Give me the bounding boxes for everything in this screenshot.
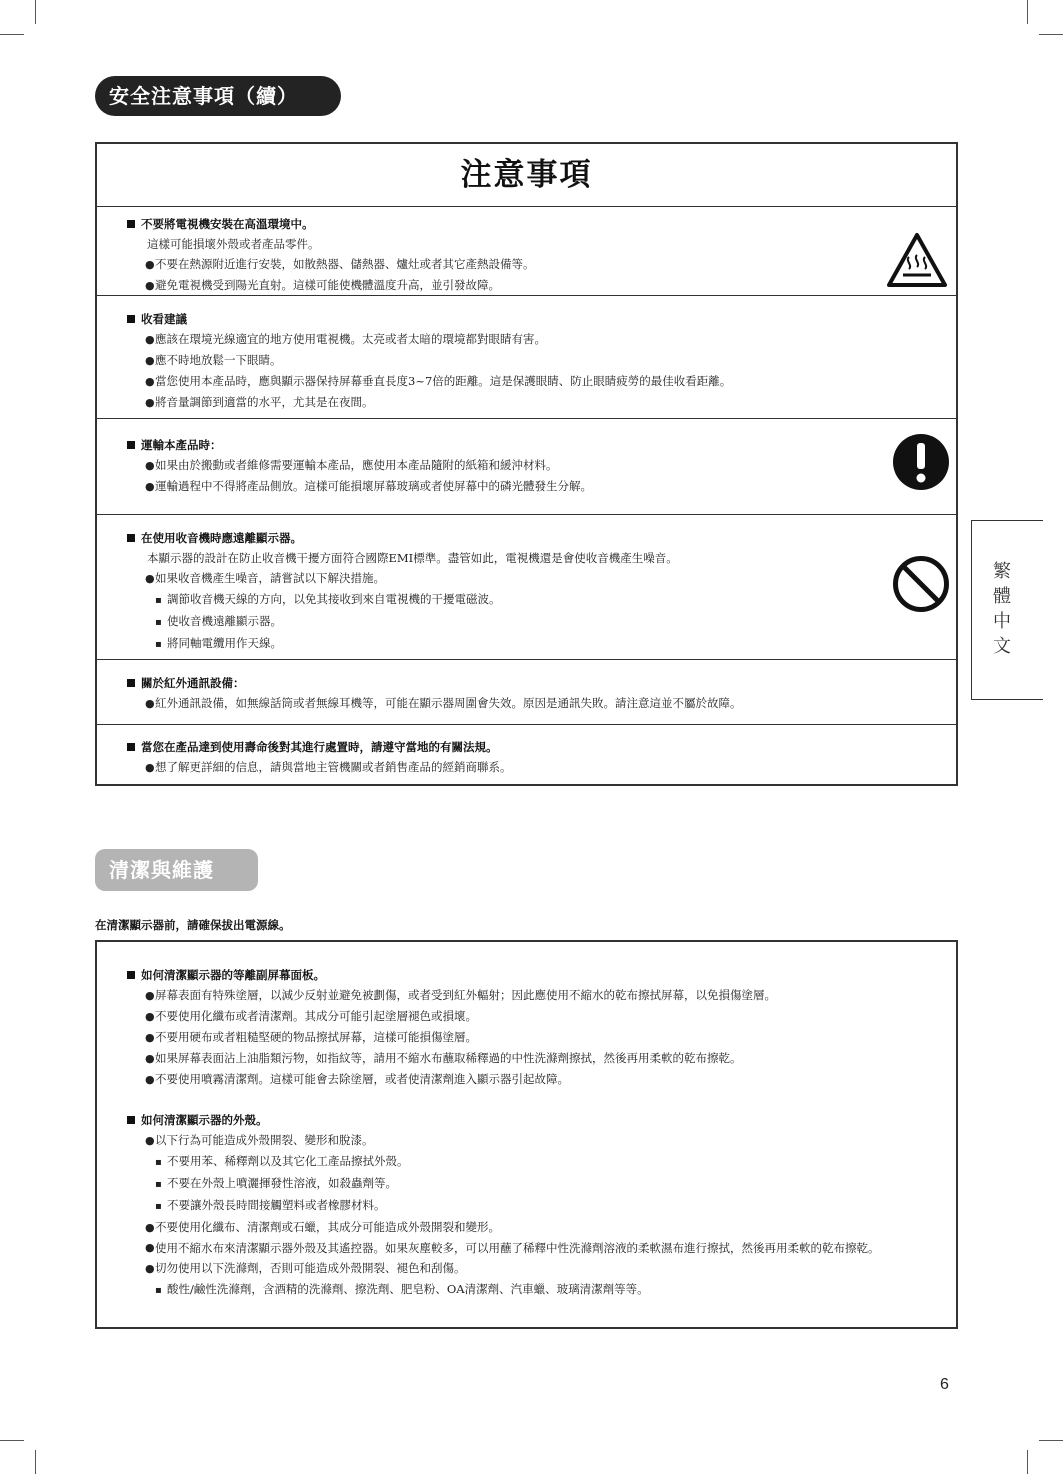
section-heading: 在使用收音機時應遠離顯示器。 (127, 528, 956, 548)
exclamation-icon (892, 433, 950, 491)
square-bullet-icon (127, 1116, 135, 1124)
caution-section-infrared (97, 660, 956, 725)
crop-mark (1027, 1450, 1028, 1474)
cleaning-instruction: 在清潔顯示器前，請確保拔出電源線。 (95, 918, 291, 932)
crop-mark (0, 1440, 24, 1441)
caution-box (95, 142, 958, 786)
list-item: ●應不時地放鬆一下眼睛。 (145, 353, 282, 367)
section-heading: 關於紅外通訊設備： (127, 673, 956, 693)
section-heading: 如何清潔顯示器的外殼。 (127, 1110, 956, 1130)
square-bullet-icon (127, 441, 135, 449)
list-item: ●不要使用化纖布、清潔劑或石蠟，其成分可能造成外殼開裂和變形。 (145, 1220, 500, 1234)
crop-mark (1039, 1440, 1063, 1441)
list-item: ●以下行為可能造成外殼開裂、變形和脫漆。 (145, 1133, 374, 1147)
list-item: ●屏幕表面有特殊塗層，以減少反射並避免被劃傷，或者受到紅外輻射；因此應使用不縮水的乾布擦拭屏幕，以免損傷塗層。 (145, 988, 776, 1002)
section-heading: 當您在產品達到使用壽命後對其進行處置時，請遵守當地的有關法規。 (127, 737, 956, 757)
square-bullet-icon (127, 743, 135, 751)
list-item: ●不要用硬布或者粗糙堅硬的物品擦拭屏幕，這樣可能損傷塗層。 (145, 1030, 477, 1044)
language-tab-label: 繁體中文 (993, 561, 1011, 657)
caution-section-viewing (97, 296, 956, 419)
prohibited-icon (892, 555, 950, 613)
list-item: ●如果收音機產生噪音，請嘗試以下解決措施。 (145, 571, 385, 585)
crop-mark (35, 1450, 36, 1474)
list-item: ●運輸過程中不得將產品側放。這樣可能損壞屏幕玻璃或者使屏幕中的磷光體發生分解。 (145, 479, 592, 493)
list-item: ●不要在熱源附近進行安裝，如散熱器、儲熱器、爐灶或者其它產熱設備等。 (145, 257, 535, 271)
list-item: ●不要使用化纖布或者清潔劑。其成分可能引起塗層褪色或損壞。 (145, 1009, 477, 1023)
section-intro: 這樣可能損壞外殼或者產品零件。 (147, 237, 320, 251)
square-bullet-icon (127, 534, 135, 542)
list-item: ●想了解更詳細的信息，請與當地主管機關或者銷售產品的經銷商聯系。 (145, 760, 512, 774)
cleaning-box (95, 940, 958, 1329)
hot-surface-warning-icon (885, 231, 949, 289)
list-item: ●如果由於搬動或者維修需要運輸本產品，應使用本產品隨附的紙箱和緩沖材料。 (145, 458, 558, 472)
list-item: ●當您使用本產品時，應與顯示器保持屏幕垂直長度3~7倍的距離。這是保護眼睛、防止眼睛疲勞的最佳收看距離。 (145, 374, 732, 388)
sub-list-item: ▪ 不要在外殼上噴灑揮發性溶液，如殺蟲劑等。 (155, 1176, 397, 1190)
list-item: ●不要使用噴霧清潔劑。這樣可能會去除塗層，或者使清潔劑進入顯示器引起故障。 (145, 1072, 569, 1086)
list-item: ●避免電視機受到陽光直射。這樣可能使機體溫度升高，並引發故障。 (145, 278, 500, 292)
square-bullet-icon (127, 679, 135, 687)
sub-list-item: ▪ 酸性/鹼性洗滌劑，含酒精的洗滌劑、擦洗劑、肥皂粉、OA清潔劑、汽車蠟、玻璃清潔劑等等。 (155, 1282, 649, 1296)
list-item: ●切勿使用以下洗滌劑，否則可能造成外殼開裂、褪色和刮傷。 (145, 1261, 466, 1275)
sub-list-item: ▪ 不要讓外殼長時間接觸塑料或者橡膠材料。 (155, 1198, 386, 1212)
sub-list-item: ▪ 使收音機遠離顯示器。 (155, 614, 282, 628)
crop-mark (0, 34, 24, 35)
sub-list-item: ▪ 調節收音機天線的方向，以免其接收到來自電視機的干擾電磁波。 (155, 592, 501, 606)
caution-section-transport (97, 419, 956, 515)
list-item: ●將音量調節到適當的水平，尤其是在夜間。 (145, 395, 374, 409)
caution-section-disposal (97, 725, 956, 785)
section-heading: 收看建議 (127, 309, 956, 329)
sub-list-item: ▪ 將同軸電纜用作天線。 (155, 636, 282, 650)
crop-mark (1039, 34, 1063, 35)
section-intro: 本顯示器的設計在防止收音機干擾方面符合國際EMI標準。盡管如此，電視機還是會使收音機產生噪音。 (147, 551, 678, 565)
section-heading: 不要將電視機安裝在高溫環境中。 (127, 214, 956, 234)
crop-mark (1027, 0, 1028, 24)
caution-section-heat (97, 207, 956, 296)
language-tab (971, 520, 1043, 700)
section-title-safety: 安全注意事項（續） (95, 76, 341, 116)
list-item: ● 使用不縮水布來清潔顯示器外殼及其遙控器。如果灰塵較多，可以用蘸了稀釋中性洗滌劑溶液的柔軟濕布進行擦拭，然後再用柔軟的乾布擦乾。 (145, 1241, 880, 1255)
section-title-cleaning: 清潔與維護 (95, 849, 258, 891)
square-bullet-icon (127, 220, 135, 228)
crop-mark (35, 0, 36, 24)
list-item: ●應該在環境光線適宜的地方使用電視機。太亮或者太暗的環境都對眼睛有害。 (145, 332, 546, 346)
caution-box-title: 注意事項 (97, 144, 956, 207)
caution-section-radio (97, 515, 956, 660)
section-heading: 運輸本產品時： (127, 435, 956, 455)
list-item: ●如果屏幕表面沾上油脂類污物，如指紋等，請用不縮水布蘸取稀釋過的中性洗滌劑擦拭，然後再用柔軟的乾布擦乾。 (145, 1051, 742, 1065)
list-item: ●紅外通訊設備，如無線話筒或者無線耳機等，可能在顯示器周圍會失效。原因是通訊失敗。請注意這並不屬於故障。 (145, 696, 742, 710)
page-number: 6 (940, 1376, 949, 1393)
sub-list-item: ▪ 不要用苯、稀釋劑以及其它化工產品擦拭外殼。 (155, 1154, 409, 1168)
square-bullet-icon (127, 971, 135, 979)
square-bullet-icon (127, 315, 135, 323)
section-heading: 如何清潔顯示器的等離副屏幕面板。 (127, 965, 956, 985)
